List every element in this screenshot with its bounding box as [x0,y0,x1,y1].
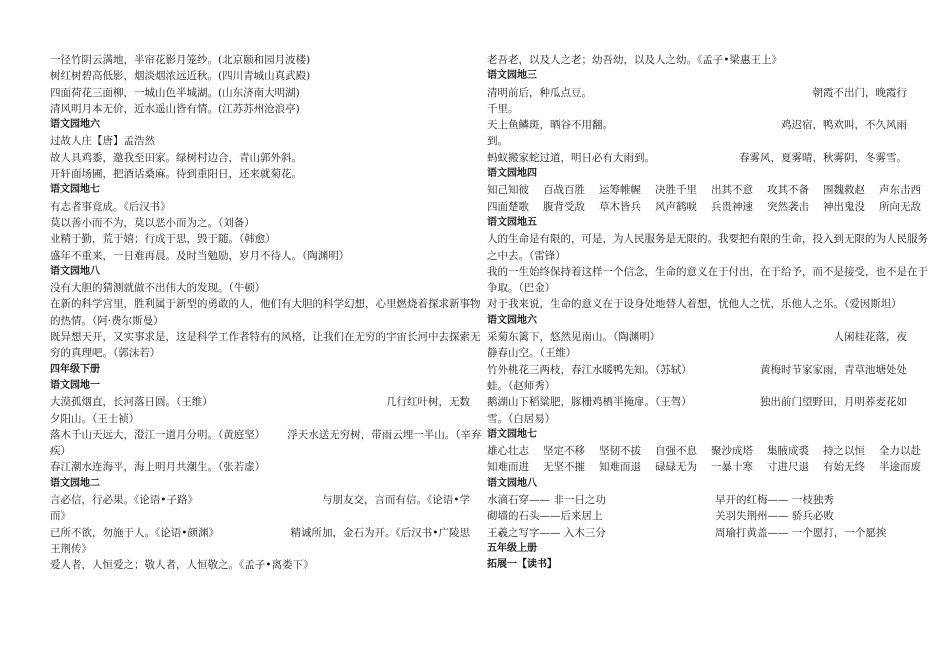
section-heading [487,557,907,573]
line-text: 老吾老，以及人之老；幼吾幼，以及人之幼。《孟子•梁惠王上》 [487,54,782,66]
text-left: 落木千山天远大，澄江一道月分明。（黄庭坚） [50,428,266,441]
idiom: 集腋成裘 [767,445,809,458]
idiom: 声东击西 [879,184,921,197]
line-text: 四面荷花三面柳，一城山色半城湖。(山东济南大明湖) [50,86,300,99]
idiom: 持之以恒 [823,445,865,458]
line-text: 疾） [50,445,71,458]
text-line-split [50,394,470,410]
line-text: 过故人庄【唐】孟浩然 [50,135,155,148]
text-line [50,150,470,166]
text-line [50,280,470,296]
section-heading [487,215,907,231]
idiom: 神出鬼没 [823,200,865,213]
line-text: 静春山空。（王维） [487,347,577,360]
text-line [487,411,907,427]
heading-text: 语文园地一 [50,379,100,391]
section-heading [50,362,470,378]
text-line [50,248,470,264]
text-right: 鸡迟宿，鸭欢叫，不久风雨 [781,119,907,132]
idiom: 攻其不备 [767,184,809,197]
line-text: 千里。 [487,102,519,115]
text-line [50,133,470,149]
text-left: 水滴石穿—— 非一日之功 [487,494,606,507]
heading-text: 语文园地八 [487,477,537,489]
section-heading [487,68,907,84]
section-heading [50,117,470,133]
idiom: 腹背受敌 [543,200,585,213]
text-line [50,215,470,231]
text-line [50,101,470,117]
text-line [487,133,907,149]
text-left: 已所不欲，勿施于人。《论语•颜渊》 [50,526,219,539]
idiom: 围魏救赵 [823,184,865,197]
line-text: 到。 [487,135,508,148]
text-line [487,296,907,312]
line-text: 雪。（白居易） [487,412,556,425]
heading-text: 语文园地六 [487,314,537,326]
text-left: 采菊东篱下，悠然见南山。（陶渊明） [487,331,661,344]
line-text: 对于我来说，生命的意义在于设身处地替人着想，忧他人之忧，乐他人之乐。（爱因斯坦） [487,298,902,311]
idiom: 突然袭击 [767,200,809,213]
idiom: 坚定不移 [543,445,585,458]
idiom-row [487,459,921,475]
text-left: 蚂蚁搬家蛇过道，明日必有大雨到。 [487,151,655,164]
idiom-row [487,182,921,198]
idiom: 寸进尺退 [767,461,809,474]
text-line-split [487,525,907,541]
idiom: 坚韧不拔 [599,445,641,458]
line-text: 王荆传》 [50,542,92,555]
idiom: 四面楚歌 [487,200,529,213]
line-text: 春江潮水连海平，海上明月共潮生。（张若虚） [50,461,266,474]
section-heading [487,166,907,182]
section-heading [50,182,470,198]
line-text: 蛙。（赵师秀） [487,379,556,392]
idiom: 风声鹤唳 [655,200,697,213]
text-line-split [50,525,470,541]
heading-text: 语文园地七 [50,184,100,196]
text-line [487,378,907,394]
idiom: 一暴十寒 [711,461,753,474]
heading-text: 语文园地四 [487,168,537,180]
line-text: 之中去。（雷锋） [487,249,566,262]
text-line [487,248,907,264]
idiom: 无坚不摧 [543,461,585,474]
text-line-split [487,508,907,524]
text-line-split [487,394,907,410]
idiom: 百战百胜 [543,184,585,197]
line-text: 盛年不重来，一日难再晨。及时当勉励，岁月不待人。（陶渊明） [50,249,350,262]
text-left: 竹外桃花三两枝，春江水暖鸭先知。（苏轼） [487,363,692,376]
line-text: 开轩面场圃，把酒话桑麻。待到重阳日，还来就菊花。 [50,168,302,181]
text-left: 砌墙的石头——后来居上 [487,510,603,523]
idiom: 雄心壮志 [487,445,529,458]
text-right: 精诚所加，金石为开。《后汉书•广陵思 [290,526,470,539]
text-line [487,231,928,247]
line-text: 故人具鸡黍，邀我至田家。绿树村边合，青山郭外斜。 [50,151,302,164]
idiom: 知己知彼 [487,184,529,197]
text-right: 与朋友交，言而有信。《论语•学 [322,494,470,507]
text-line [50,85,470,101]
left-column [50,52,482,574]
text-line [487,101,907,117]
text-right: 朝霞不出门，晚霞行 [812,86,907,99]
section-heading [487,476,907,492]
text-left: 王羲之写字—— 入木三分 [487,526,606,539]
line-text: 夕阳山。（王士祯） [50,412,140,425]
text-line [487,345,907,361]
heading-text: 语文园地六 [50,119,100,131]
text-line-split [487,492,907,508]
text-left: 言必信，行必果。《论语•子路》 [50,494,198,507]
idiom: 出其不意 [711,184,753,197]
line-text: 人的生命是有限的，可是，为人民服务是无限的。我要把有限的生命，投入到无限的为人民服务 [487,233,928,246]
text-line [487,280,907,296]
line-text: 没有大胆的猜测就做不出伟大的发现。（牛顿） [50,282,266,295]
text-line [487,52,907,68]
line-text: 穷的真理吧。（郭沫若） [50,347,161,360]
idiom-row [487,199,921,215]
text-line [50,313,470,329]
line-text: 在新的科学宫里，胜利属于新型的勇敢的人，他们有大胆的科学幻想，心里燃烧着探求新事物 [50,298,481,311]
line-text: 莫以善小而不为，莫以恶小而为之。（刘备） [50,216,255,229]
section-heading [487,313,907,329]
line-text: 业精于勤，荒于嬉；行成于思，毁于随。（韩愈） [50,233,276,246]
idiom-row [487,443,921,459]
idiom: 半途而废 [879,461,921,474]
heading-text: 语文园地八 [50,265,100,277]
section-heading [487,427,907,443]
text-right: 春雾风，夏雾晴，秋雾阴，冬雾雪。 [739,151,907,164]
text-line [50,459,470,475]
text-right: 黄梅时节家家雨，青草池塘处处 [760,363,907,376]
text-right: 关羽失荆州—— 骄兵必败 [715,510,834,523]
text-line [50,166,470,182]
heading-text: 语文园地五 [487,216,537,228]
idiom: 碌碌无为 [655,461,697,474]
text-line [487,264,928,280]
text-right: 几行红叶树，无数 [386,396,470,409]
text-left: 天上鱼鳞斑，晒谷不用翻。 [487,119,613,132]
text-line [50,411,470,427]
idiom: 兵贵神速 [711,200,753,213]
heading-text: 拓展一【读书】 [487,559,557,571]
text-line [50,443,470,459]
text-line-split [50,492,470,508]
line-text: 清风明月本无价，近水遥山皆有情。(江苏苏州沧浪亭) [50,102,300,115]
line-text: 树红树碧高低影，烟淡烟浓远近秋。(四川青城山真武殿) [50,70,311,83]
text-right: 人闲桂花落，夜 [833,331,907,344]
heading-text: 语文园地七 [487,428,537,440]
idiom: 所向无敌 [879,200,921,213]
idiom: 知难而退 [599,461,641,474]
line-text: 既异想天开，又实事求是，这是科学工作者特有的风格，让我们在无穷的宇宙长河中去探索无 [50,331,481,344]
section-heading [487,541,907,557]
text-left: 大漠孤烟直，长河落日圆。（王维） [50,396,213,409]
text-right: 周瑜打黄盖—— 一个愿打，一个愿挨 [715,526,887,539]
section-heading [50,476,470,492]
text-line-split [487,150,907,166]
idiom: 草木皆兵 [599,200,641,213]
heading-text: 语文园地二 [50,477,100,489]
line-text: 的热情。（阿·费尔斯曼） [50,314,164,327]
line-text: 争取。（巴金） [487,282,556,295]
text-line [50,541,470,557]
heading-text: 语文园地三 [487,70,537,82]
idiom: 全力以赴 [879,445,921,458]
text-line-split [487,329,907,345]
section-heading [50,264,470,280]
heading-text: 五年级上册 [487,542,537,554]
idiom: 聚沙成塔 [711,445,753,458]
text-line [50,68,470,84]
text-middle: 浮天水送无穷树，带雨云埋一半山。（辛弃 [287,428,482,441]
line-text: 我的一生始终保持着这样一个信念，生命的意义在于付出，在于给予，而不是接受，也不是在于 [487,265,928,278]
idiom: 运筹帷幄 [599,184,641,197]
text-line-split [487,362,907,378]
text-line-split [487,85,907,101]
section-heading [50,378,470,394]
text-left: 鹅湖山下稻粱肥，豚栅鸡栖半掩扉。（王驾） [487,396,692,409]
text-line [50,231,470,247]
text-line [50,296,481,312]
text-line [50,199,470,215]
idiom: 自强不息 [655,445,697,458]
text-line-split [487,117,907,133]
line-text: 而》 [50,510,71,523]
idiom: 知难而进 [487,461,529,474]
text-line [50,508,470,524]
heading-text: 四年级下册 [50,363,100,375]
text-right: 独出前门望野田，月明荞麦花如 [760,396,907,409]
text-left: 清明前后，种瓜点豆。 [487,86,592,99]
line-text: 有志者事竟成。《后汉书》 [50,200,171,213]
idiom: 决胜千里 [655,184,697,197]
right-column [487,52,928,574]
text-line [50,557,470,573]
text-right: 早开的红梅—— 一枝独秀 [715,494,834,507]
idiom: 有始无终 [823,461,865,474]
text-line [50,329,481,345]
text-line-split [50,427,482,443]
line-text: 一径竹阴云满地，半帘花影月笼纱。(北京颐和园月波楼) [50,54,311,66]
text-line [50,52,470,68]
text-line [50,345,470,361]
line-text: 爱人者，人恒爱之；敬人者，人恒敬之。《孟子•离娄下》 [50,559,314,572]
